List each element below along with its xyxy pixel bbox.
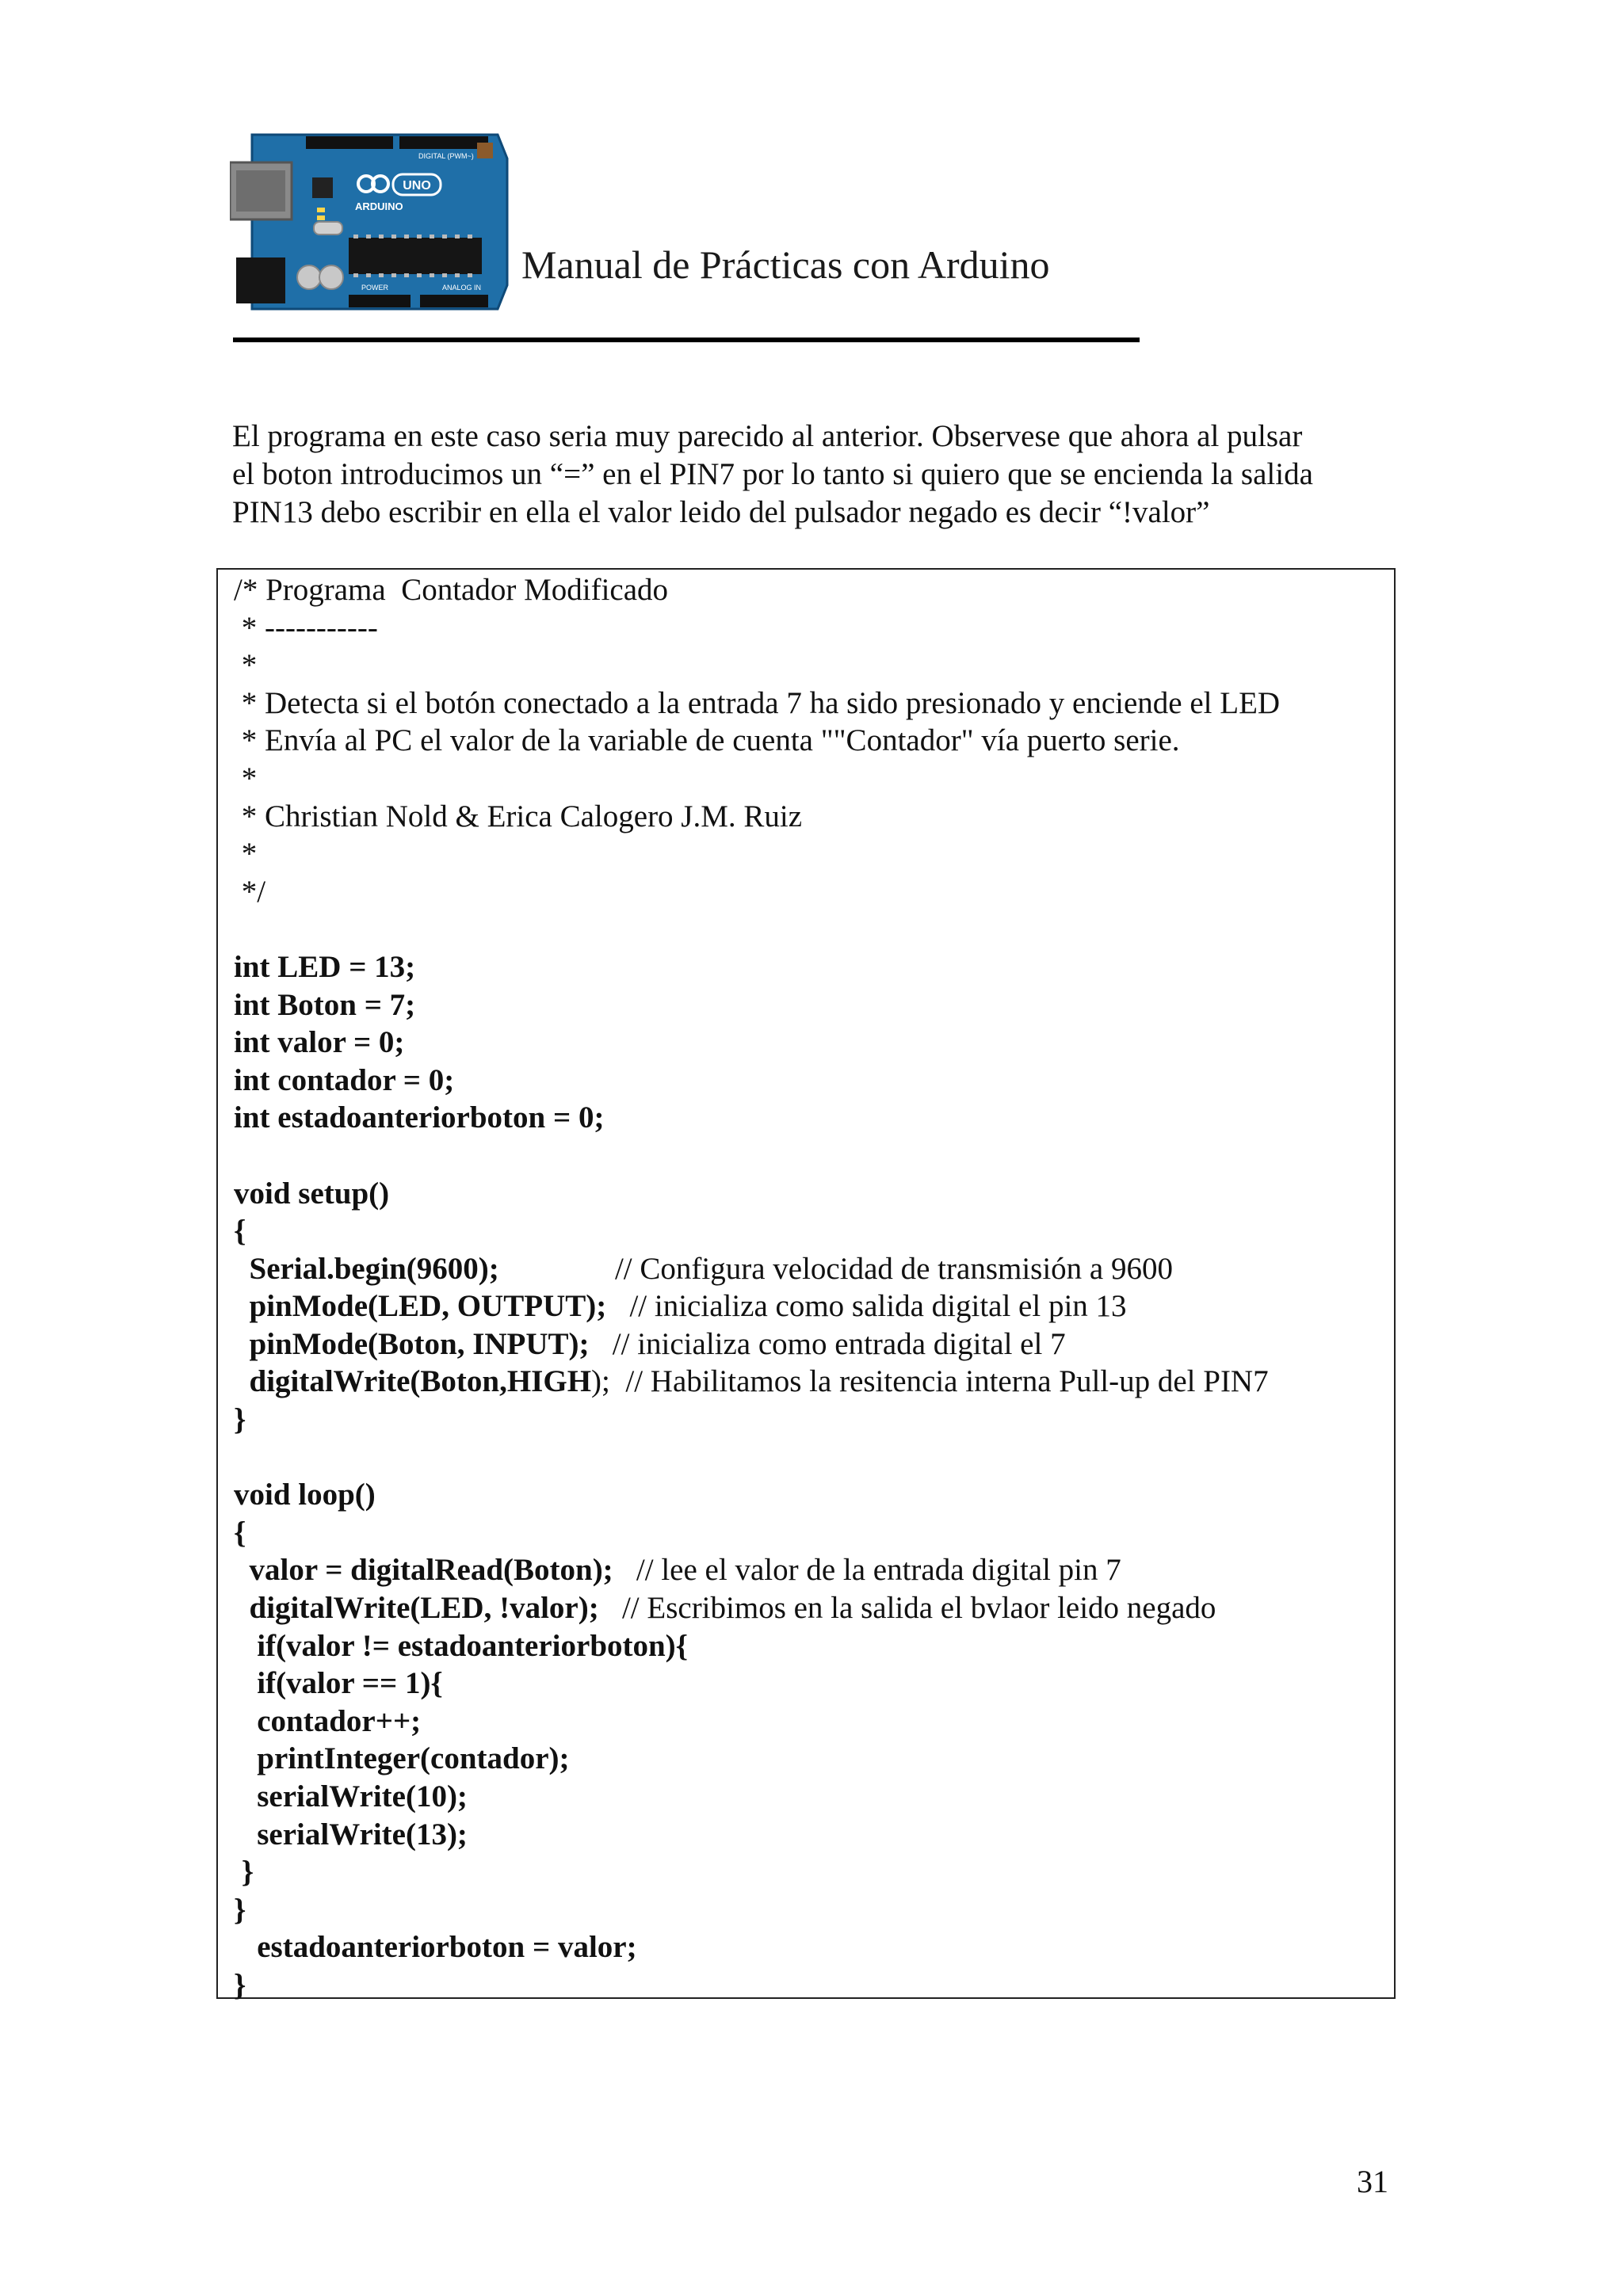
code-comment-text: // lee el valor de la entrada digital pin 7 — [613, 1553, 1121, 1588]
code-line — [234, 798, 1280, 836]
svg-text:UNO: UNO — [403, 179, 431, 193]
code-keyword-text: int valor = 0; — [234, 1025, 405, 1060]
code-keyword-text: void loop() — [234, 1478, 376, 1512]
code-keyword-text: serialWrite(10); — [234, 1779, 468, 1814]
code-line — [234, 1212, 1280, 1250]
code-keyword-text: estadoanteriorboton = valor; — [234, 1930, 637, 1965]
svg-text:DIGITAL (PWM~): DIGITAL (PWM~) — [418, 152, 474, 160]
code-line — [234, 1476, 1280, 1514]
code-line — [234, 1966, 1280, 2004]
code-line — [234, 685, 1280, 723]
code-keyword-text: digitalWrite(Boton,HIGH — [234, 1364, 592, 1399]
code-keyword-text: pinMode(Boton, INPUT); — [234, 1326, 590, 1361]
code-keyword-text: int estadoanteriorboton = 0; — [234, 1100, 605, 1135]
code-keyword-text: Serial.begin(9600); — [234, 1251, 499, 1286]
code-comment-text: // inicializa como entrada digital el 7 — [589, 1326, 1066, 1361]
code-comment-text: * ----------- — [234, 610, 378, 645]
code-line — [234, 1514, 1280, 1552]
svg-text:ARDUINO: ARDUINO — [355, 200, 403, 212]
code-line — [234, 1325, 1280, 1363]
code-line — [234, 1853, 1280, 1891]
manual-title: Manual de Prácticas con Arduino — [521, 242, 1050, 287]
code-comment-text: * — [234, 648, 258, 683]
code-line — [234, 1175, 1280, 1213]
code-line — [234, 1891, 1280, 1929]
code-keyword-text: } — [234, 1402, 246, 1437]
code-keyword-text: } — [234, 1967, 246, 2002]
code-keyword-text: int contador = 0; — [234, 1062, 455, 1097]
code-line — [234, 722, 1280, 760]
code-comment-text: * Envía al PC el valor de la variable de cuenta ""Contador" vía puerto serie. — [234, 723, 1180, 758]
code-line — [234, 1250, 1280, 1288]
code-line — [234, 1703, 1280, 1741]
code-comment-text: * Christian Nold & Erica Calogero J.M. Ruiz — [234, 799, 803, 833]
code-line — [234, 1778, 1280, 1816]
code-line — [234, 835, 1280, 873]
code-comment-text: ); // Habilitamos la resitencia interna Pull-up del PIN7 — [591, 1364, 1269, 1399]
code-keyword-text: } — [234, 1892, 246, 1927]
code-line — [234, 986, 1280, 1024]
intro-line: PIN13 debo escribir en ella el valor leido del pulsador negado es decir “!valor” — [232, 495, 1210, 529]
page-number: 31 — [1357, 2164, 1388, 2199]
code-keyword-text: } — [234, 1855, 254, 1890]
code-comment-text: // inicializa como salida digital el pin 13 — [606, 1289, 1127, 1324]
code-listing — [234, 571, 1280, 2004]
code-comment-text: // Escribimos en la salida el bvlaor leido negado — [598, 1591, 1216, 1626]
code-comment-text: */ — [234, 874, 266, 909]
code-line — [234, 571, 1280, 609]
code-line — [234, 609, 1280, 647]
code-line — [234, 948, 1280, 986]
code-keyword-text: serialWrite(13); — [234, 1817, 468, 1852]
code-line — [234, 1363, 1280, 1401]
code-line — [234, 1740, 1280, 1778]
intro-paragraph — [232, 418, 1405, 532]
arduino-board-image — [230, 119, 515, 317]
svg-text:POWER: POWER — [361, 284, 389, 292]
code-comment-text: // Configura velocidad de transmisión a 9600 — [498, 1251, 1173, 1286]
code-keyword-text: int LED = 13; — [234, 949, 416, 984]
code-line — [234, 1137, 1280, 1175]
code-line — [234, 1439, 1280, 1477]
code-line — [234, 1816, 1280, 1854]
code-keyword-text: { — [234, 1515, 246, 1550]
code-line — [234, 1551, 1280, 1589]
code-line — [234, 1024, 1280, 1062]
svg-text:ANALOG IN: ANALOG IN — [442, 284, 482, 292]
code-line — [234, 1589, 1280, 1627]
header-divider — [233, 338, 1140, 342]
code-keyword-text: void setup() — [234, 1176, 390, 1211]
intro-line: El programa en este caso seria muy parecido al anterior. Observese que ahora al pulsar — [232, 419, 1303, 453]
code-comment-text: * — [234, 837, 258, 871]
code-listing-box — [216, 568, 1396, 2002]
code-keyword-text: digitalWrite(LED, !valor); — [234, 1591, 599, 1626]
code-line — [234, 1099, 1280, 1137]
code-line — [234, 1062, 1280, 1100]
code-keyword-text: pinMode(LED, OUTPUT); — [234, 1289, 607, 1324]
code-comment-text: /* Programa Contador Modificado — [234, 573, 669, 607]
code-line — [234, 1401, 1280, 1439]
code-keyword-text: if(valor != estadoanteriorboton){ — [234, 1628, 689, 1663]
code-line — [234, 760, 1280, 798]
code-keyword-text: printInteger(contador); — [234, 1741, 570, 1776]
code-comment-text: * — [234, 761, 258, 795]
code-keyword-text: if(valor == 1){ — [234, 1666, 443, 1701]
code-keyword-text: contador++; — [234, 1703, 422, 1738]
intro-line: el boton introducimos un “=” en el PIN7 por lo tanto si quiero que se encienda la salida — [232, 457, 1313, 491]
code-line — [234, 1627, 1280, 1665]
code-line — [234, 1287, 1280, 1325]
code-line — [234, 910, 1280, 948]
code-keyword-text: valor = digitalRead(Boton); — [234, 1553, 613, 1588]
code-comment-text: * Detecta si el botón conectado a la entrada 7 ha sido presionado y enciende el LED — [234, 685, 1281, 720]
code-line — [234, 1665, 1280, 1703]
code-keyword-text: { — [234, 1214, 246, 1249]
code-line — [234, 1928, 1280, 1966]
page-header — [230, 111, 1141, 349]
code-line — [234, 873, 1280, 911]
code-line — [234, 646, 1280, 685]
code-keyword-text: int Boton = 7; — [234, 987, 416, 1022]
